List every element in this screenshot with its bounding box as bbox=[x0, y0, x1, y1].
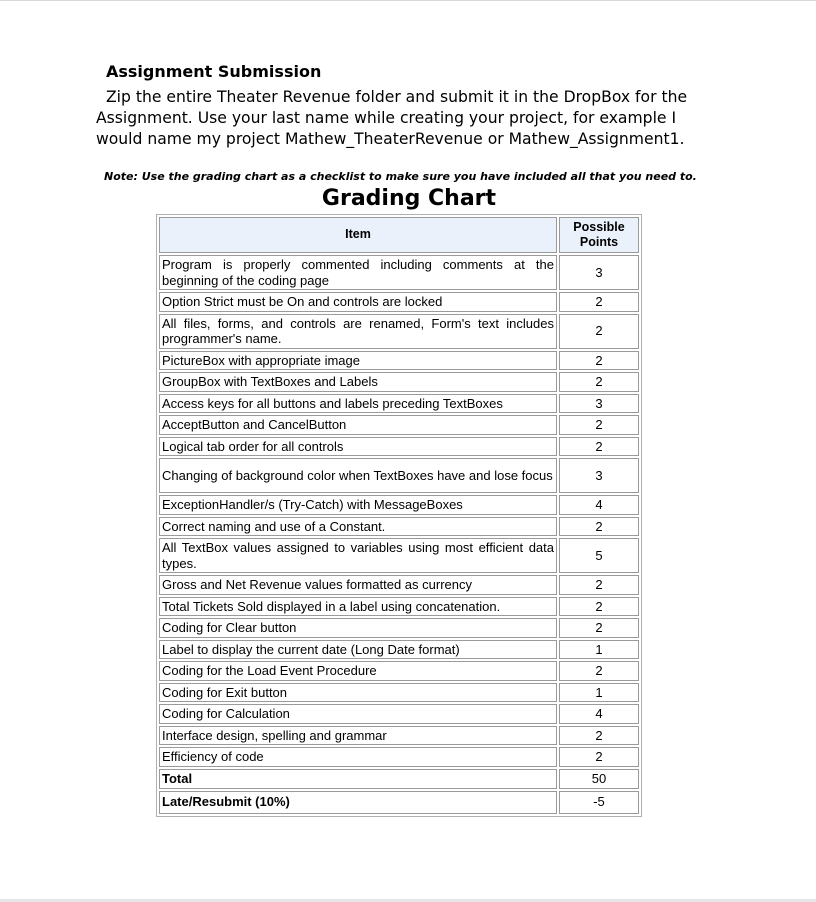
row-points: 2 bbox=[559, 597, 639, 617]
instructions-paragraph: Zip the entire Theater Revenue folder and submit it in the DropBox for the Assignment. Use your last name while creating your project, for example I would name my project Mathew_TheaterRevenue or Mathew_Assignment1. bbox=[96, 88, 688, 148]
table-row bbox=[159, 351, 639, 371]
row-points: 3 bbox=[559, 255, 639, 290]
grading-table bbox=[156, 214, 642, 817]
row-item: Correct naming and use of a Constant. bbox=[159, 517, 557, 537]
table-row bbox=[159, 255, 639, 290]
row-item: ExceptionHandler/s (Try-Catch) with MessageBoxes bbox=[159, 495, 557, 515]
row-points: 3 bbox=[559, 394, 639, 414]
table-row bbox=[159, 415, 639, 435]
grading-note: Note: Use the grading chart as a checklist to make sure you have included all that you need to. bbox=[104, 170, 697, 183]
table-row bbox=[159, 372, 639, 392]
late-resubmit-row bbox=[159, 791, 639, 814]
table-row bbox=[159, 747, 639, 767]
late-resubmit-value: -5 bbox=[559, 791, 639, 814]
table-row bbox=[159, 597, 639, 617]
table-row bbox=[159, 661, 639, 681]
section-heading: Assignment Submission bbox=[106, 62, 322, 81]
row-points: 2 bbox=[559, 372, 639, 392]
row-item: Gross and Net Revenue values formatted as currency bbox=[159, 575, 557, 595]
table-row bbox=[159, 517, 639, 537]
row-item: Access keys for all buttons and labels preceding TextBoxes bbox=[159, 394, 557, 414]
row-item: Label to display the current date (Long Date format) bbox=[159, 640, 557, 660]
row-points: 2 bbox=[559, 661, 639, 681]
row-item: Interface design, spelling and grammar bbox=[159, 726, 557, 746]
row-item: All files, forms, and controls are renamed, Form's text includes programmer's name. bbox=[159, 314, 557, 349]
total-value: 50 bbox=[559, 769, 639, 789]
row-points: 2 bbox=[559, 517, 639, 537]
table-row bbox=[159, 640, 639, 660]
table-row bbox=[159, 575, 639, 595]
row-item: Coding for the Load Event Procedure bbox=[159, 661, 557, 681]
total-row bbox=[159, 769, 639, 789]
row-points: 2 bbox=[559, 437, 639, 457]
row-item: Logical tab order for all controls bbox=[159, 437, 557, 457]
row-item: Coding for Clear button bbox=[159, 618, 557, 638]
table-row bbox=[159, 495, 639, 515]
table-row bbox=[159, 394, 639, 414]
table-row bbox=[159, 683, 639, 703]
item-column-header: Item bbox=[159, 217, 557, 253]
row-item: Option Strict must be On and controls are locked bbox=[159, 292, 557, 312]
row-item: Efficiency of code bbox=[159, 747, 557, 767]
row-item: Coding for Exit button bbox=[159, 683, 557, 703]
table-header-row bbox=[159, 217, 639, 253]
row-item: AcceptButton and CancelButton bbox=[159, 415, 557, 435]
grading-chart-title: Grading Chart bbox=[321, 186, 497, 211]
row-item: Program is properly commented including comments at the beginning of the coding page bbox=[159, 255, 557, 290]
table-row bbox=[159, 538, 639, 573]
row-points: 2 bbox=[559, 292, 639, 312]
table-row bbox=[159, 314, 639, 349]
table-row bbox=[159, 437, 639, 457]
table-row bbox=[159, 458, 639, 493]
row-points: 2 bbox=[559, 314, 639, 349]
late-resubmit-label: Late/Resubmit (10%) bbox=[159, 791, 557, 814]
row-item: Changing of background color when TextBoxes have and lose focus bbox=[159, 458, 557, 493]
row-points: 5 bbox=[559, 538, 639, 573]
row-points: 1 bbox=[559, 640, 639, 660]
row-points: 4 bbox=[559, 495, 639, 515]
row-item: Total Tickets Sold displayed in a label using concatenation. bbox=[159, 597, 557, 617]
row-points: 2 bbox=[559, 726, 639, 746]
top-divider bbox=[0, 0, 816, 1]
row-points: 2 bbox=[559, 575, 639, 595]
row-points: 1 bbox=[559, 683, 639, 703]
table-row bbox=[159, 726, 639, 746]
row-points: 2 bbox=[559, 618, 639, 638]
total-label: Total bbox=[159, 769, 557, 789]
row-item: All TextBox values assigned to variables using most efficient data types. bbox=[159, 538, 557, 573]
row-item: Coding for Calculation bbox=[159, 704, 557, 724]
table-row bbox=[159, 704, 639, 724]
row-item: GroupBox with TextBoxes and Labels bbox=[159, 372, 557, 392]
row-item: PictureBox with appropriate image bbox=[159, 351, 557, 371]
row-points: 2 bbox=[559, 415, 639, 435]
points-column-header: Possible Points bbox=[559, 217, 639, 253]
table-row bbox=[159, 618, 639, 638]
row-points: 3 bbox=[559, 458, 639, 493]
row-points: 2 bbox=[559, 351, 639, 371]
row-points: 4 bbox=[559, 704, 639, 724]
table-row bbox=[159, 292, 639, 312]
row-points: 2 bbox=[559, 747, 639, 767]
